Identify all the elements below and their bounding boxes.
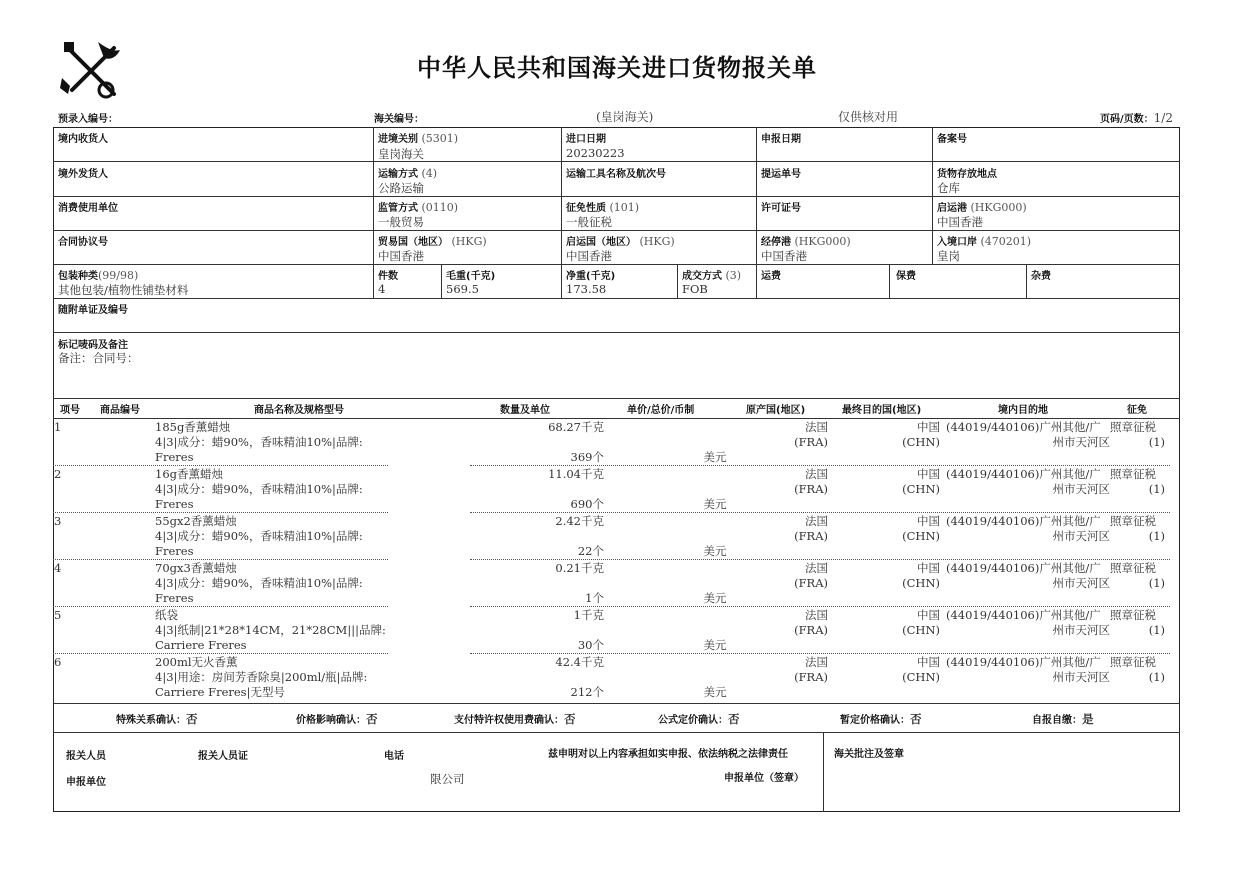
consignee-label: 境内收货人 xyxy=(58,134,108,145)
item-currency: 美元 xyxy=(703,450,727,464)
item-domestic-dest: (44019/440106)广州其他/广 xyxy=(946,514,1101,528)
vehicle-label: 运输工具名称及航次号 xyxy=(566,169,666,180)
entry-place-label: 入境口岸 (470201) xyxy=(937,235,1032,248)
marks-value: 备注：合同号： xyxy=(58,351,139,365)
item-origin: 法国 xyxy=(805,514,828,528)
contract-label: 合同协议号 xyxy=(58,237,108,248)
item-name-line3: Freres xyxy=(155,591,194,605)
provisional-price-confirm: 暂定价格确认：否 xyxy=(840,712,922,726)
declare-date-label: 申报日期 xyxy=(761,134,801,145)
col-commodity-name: 商品名称及规格型号 xyxy=(254,405,344,416)
item-levy: 照章征税 xyxy=(1110,420,1156,434)
storage-label: 货物存放地点 xyxy=(937,169,997,180)
item-origin-code: (FRA) xyxy=(794,576,828,590)
gross-weight-label: 毛重(千克) xyxy=(446,271,496,282)
self-declare: 自报自缴：是 xyxy=(1032,712,1094,726)
transport-label: 运输方式 (4) xyxy=(378,167,438,180)
item-currency: 美元 xyxy=(703,685,727,699)
transit-port-value: 中国香港 xyxy=(761,249,807,263)
depart-port-value: 中国香港 xyxy=(937,215,983,229)
storage-value: 仓库 xyxy=(937,181,960,195)
import-date-value: 20230223 xyxy=(566,146,625,160)
tax-value: 一般征税 xyxy=(566,215,612,229)
trade-country-label: 贸易国（地区） (HKG) xyxy=(378,235,487,248)
row-separator xyxy=(53,559,388,560)
item-dest-code: (CHN) xyxy=(902,670,940,684)
check-only-note: 仅供核对用 xyxy=(838,110,899,124)
item-name-line2: 4|3|纸制|21*28*14CM，21*28CM|||品牌: xyxy=(155,623,386,637)
item-dest: 中国 xyxy=(917,561,940,575)
item-dest: 中国 xyxy=(917,420,940,434)
package-value: 其他包装/植物性铺垫材料 xyxy=(58,283,189,297)
item-origin-code: (FRA) xyxy=(794,435,828,449)
item-qty-count: 212个 xyxy=(570,685,604,699)
item-domestic-dest-line2: 州市天河区 xyxy=(1052,482,1110,496)
item-domestic-dest-line2: 州市天河区 xyxy=(1052,576,1110,590)
col-commodity-code: 商品编号 xyxy=(100,405,140,416)
price-impact-confirm: 价格影响确认：否 xyxy=(296,712,378,726)
item-name-line3: Freres xyxy=(155,544,194,558)
item-qty-weight: 0.21千克 xyxy=(555,561,604,575)
deal-value: FOB xyxy=(682,282,708,296)
item-name-line3: Carriere Freres|无型号 xyxy=(155,685,285,699)
item-domestic-dest: (44019/440106)广州其他/广 xyxy=(946,467,1101,481)
trade-country-value: 中国香港 xyxy=(378,249,424,263)
col-quantity: 数量及单位 xyxy=(500,405,550,416)
customs-name: (皇岗海关) xyxy=(596,110,654,124)
item-currency: 美元 xyxy=(703,497,727,511)
item-qty-weight: 1千克 xyxy=(573,608,604,622)
item-name-line2: 4|3|成分：蜡90%，香味精油10%|品牌: xyxy=(155,482,363,496)
item-name-line2: 4|3|成分：蜡90%，香味精油10%|品牌: xyxy=(155,576,363,590)
item-name-line1: 55gx2香薰蜡烛 xyxy=(155,514,237,528)
pieces-label: 件数 xyxy=(378,271,398,282)
item-domestic-dest-line2: 州市天河区 xyxy=(1052,670,1110,684)
gross-weight-value: 569.5 xyxy=(446,282,479,296)
row-separator xyxy=(53,653,388,654)
tax-label: 征免性质 (101) xyxy=(566,201,640,214)
item-name-line2: 4|3|成分：蜡90%，香味精油10%|品牌: xyxy=(155,435,363,449)
item-dest-code: (CHN) xyxy=(902,623,940,637)
entry-place-value: 皇岗 xyxy=(937,249,960,263)
insurance-label: 保费 xyxy=(896,271,916,282)
item-levy-code: (1) xyxy=(1148,529,1165,543)
item-name-line1: 200ml无火香薰 xyxy=(155,655,238,669)
item-no: 1 xyxy=(54,420,62,434)
supervision-label: 监管方式 (0110) xyxy=(378,201,459,214)
item-domestic-dest-line2: 州市天河区 xyxy=(1052,435,1110,449)
item-origin: 法国 xyxy=(805,420,828,434)
item-domestic-dest: (44019/440106)广州其他/广 xyxy=(946,561,1101,575)
item-name-line3: Freres xyxy=(155,497,194,511)
transport-value: 公路运输 xyxy=(378,181,424,195)
col-destination: 最终目的国(地区) xyxy=(842,405,922,416)
item-origin: 法国 xyxy=(805,655,828,669)
declaring-unit-label: 申报单位 xyxy=(66,777,106,788)
declarant-cert-label: 报关人员证 xyxy=(198,751,248,762)
row-separator xyxy=(53,465,388,466)
item-domestic-dest: (44019/440106)广州其他/广 xyxy=(946,608,1101,622)
item-levy: 照章征税 xyxy=(1110,561,1156,575)
col-origin: 原产国(地区) xyxy=(746,405,806,416)
deal-label: 成交方式 (3) xyxy=(682,269,742,282)
item-currency: 美元 xyxy=(703,591,727,605)
declaration-statement: 兹申明对以上内容承担如实申报、依法纳税之法律责任 xyxy=(548,749,788,760)
item-no: 4 xyxy=(54,561,62,575)
customs-note-label: 海关批注及签章 xyxy=(834,749,904,760)
pieces-value: 4 xyxy=(378,282,386,296)
origin-country-label: 启运国（地区） (HKG) xyxy=(566,235,675,248)
item-domestic-dest: (44019/440106)广州其他/广 xyxy=(946,420,1101,434)
page-title: 中华人民共和国海关进口货物报关单 xyxy=(417,54,817,82)
item-currency: 美元 xyxy=(703,544,727,558)
item-dest-code: (CHN) xyxy=(902,435,940,449)
item-qty-count: 369个 xyxy=(570,450,604,464)
item-origin: 法国 xyxy=(805,561,828,575)
row-separator xyxy=(470,559,1170,560)
supervision-value: 一般贸易 xyxy=(378,215,424,229)
item-levy-code: (1) xyxy=(1148,435,1165,449)
item-domestic-dest-line2: 州市天河区 xyxy=(1052,529,1110,543)
item-dest-code: (CHN) xyxy=(902,576,940,590)
item-domestic-dest: (44019/440106)广州其他/广 xyxy=(946,655,1101,669)
bill-label: 提运单号 xyxy=(761,169,801,180)
item-dest: 中国 xyxy=(917,655,940,669)
page-number: 页码/页数：1/2 xyxy=(1100,111,1173,125)
transit-port-label: 经停港 (HKG000) xyxy=(761,235,851,248)
item-name-line2: 4|3|用途：房间芳香除臭|200ml/瓶|品牌: xyxy=(155,670,368,684)
consumer-label: 消费使用单位 xyxy=(58,203,118,214)
phone-label: 电话 xyxy=(384,751,404,762)
item-origin: 法国 xyxy=(805,608,828,622)
net-weight-label: 净重(千克) xyxy=(566,271,616,282)
declaring-unit-seal-label: 申报单位（签章） xyxy=(724,773,804,784)
item-no: 6 xyxy=(54,655,62,669)
customs-number: 海关编号： xyxy=(374,114,424,125)
col-domestic-dest: 境内目的地 xyxy=(998,405,1048,416)
declarant-label: 报关人员 xyxy=(66,751,106,762)
item-qty-weight: 2.42千克 xyxy=(555,514,604,528)
item-levy: 照章征税 xyxy=(1110,655,1156,669)
package-label: 包装种类(99/98) xyxy=(58,269,139,282)
item-name-line1: 70gx3香薰蜡烛 xyxy=(155,561,237,575)
item-name-line3: Freres xyxy=(155,450,194,464)
item-levy: 照章征税 xyxy=(1110,514,1156,528)
item-levy: 照章征税 xyxy=(1110,608,1156,622)
row-separator xyxy=(470,465,1170,466)
item-levy-code: (1) xyxy=(1148,576,1165,590)
item-dest: 中国 xyxy=(917,608,940,622)
item-qty-weight: 42.4千克 xyxy=(555,655,604,669)
row-separator xyxy=(53,606,388,607)
item-name-line1: 纸袋 xyxy=(155,608,178,622)
freight-label: 运费 xyxy=(761,271,781,282)
item-origin-code: (FRA) xyxy=(794,670,828,684)
depart-port-label: 启运港 (HKG000) xyxy=(937,201,1027,214)
item-origin: 法国 xyxy=(805,467,828,481)
row-separator xyxy=(470,653,1170,654)
item-levy-code: (1) xyxy=(1148,670,1165,684)
entry-port-value: 皇岗海关 xyxy=(378,147,424,161)
item-levy-code: (1) xyxy=(1148,482,1165,496)
shipper-label: 境外发货人 xyxy=(58,169,108,180)
item-no: 5 xyxy=(54,608,62,622)
item-name-line1: 185g香薰蜡烛 xyxy=(155,420,231,434)
entry-port-label: 进境关别 (5301) xyxy=(378,132,459,145)
item-dest-code: (CHN) xyxy=(902,482,940,496)
item-no: 2 xyxy=(54,467,62,481)
item-origin-code: (FRA) xyxy=(794,529,828,543)
row-separator xyxy=(53,512,388,513)
item-qty-weight: 11.04千克 xyxy=(548,467,604,481)
item-qty-count: 690个 xyxy=(570,497,604,511)
item-currency: 美元 xyxy=(703,638,727,652)
item-origin-code: (FRA) xyxy=(794,482,828,496)
item-no: 3 xyxy=(54,514,62,528)
net-weight-value: 173.58 xyxy=(566,282,607,296)
marks-label: 标记唛码及备注 xyxy=(58,340,128,351)
item-levy: 照章征税 xyxy=(1110,467,1156,481)
item-dest: 中国 xyxy=(917,467,940,481)
record-no-label: 备案号 xyxy=(937,134,967,145)
item-dest: 中国 xyxy=(917,514,940,528)
row-separator xyxy=(470,512,1170,513)
item-name-line3: Carriere Freres xyxy=(155,638,247,652)
item-origin-code: (FRA) xyxy=(794,623,828,637)
item-qty-count: 30个 xyxy=(577,638,604,652)
import-date-label: 进口日期 xyxy=(566,134,606,145)
item-qty-weight: 68.27千克 xyxy=(548,420,604,434)
formula-price-confirm: 公式定价确认：否 xyxy=(658,712,740,726)
col-levy: 征免 xyxy=(1127,405,1147,416)
row-separator xyxy=(470,606,1170,607)
origin-country-value: 中国香港 xyxy=(566,249,612,263)
misc-label: 杂费 xyxy=(1031,271,1051,282)
col-item-no: 项号 xyxy=(60,405,80,416)
attached-docs-label: 随附单证及编号 xyxy=(58,305,128,316)
special-relation-confirm: 特殊关系确认：否 xyxy=(116,712,198,726)
item-dest-code: (CHN) xyxy=(902,529,940,543)
pre-entry-number: 预录入编号： xyxy=(58,114,118,125)
item-name-line1: 16g香薰蜡烛 xyxy=(155,467,223,481)
royalty-confirm: 支付特许权使用费确认：否 xyxy=(454,712,576,726)
item-domestic-dest-line2: 州市天河区 xyxy=(1052,623,1110,637)
item-name-line2: 4|3|成分：蜡90%，香味精油10%|品牌: xyxy=(155,529,363,543)
item-levy-code: (1) xyxy=(1148,623,1165,637)
item-qty-count: 1个 xyxy=(585,591,604,605)
col-price: 单价/总价/币制 xyxy=(627,405,695,416)
item-qty-count: 22个 xyxy=(577,544,604,558)
declaring-unit-value: 限公司 xyxy=(430,772,465,786)
license-label: 许可证号 xyxy=(761,203,801,214)
